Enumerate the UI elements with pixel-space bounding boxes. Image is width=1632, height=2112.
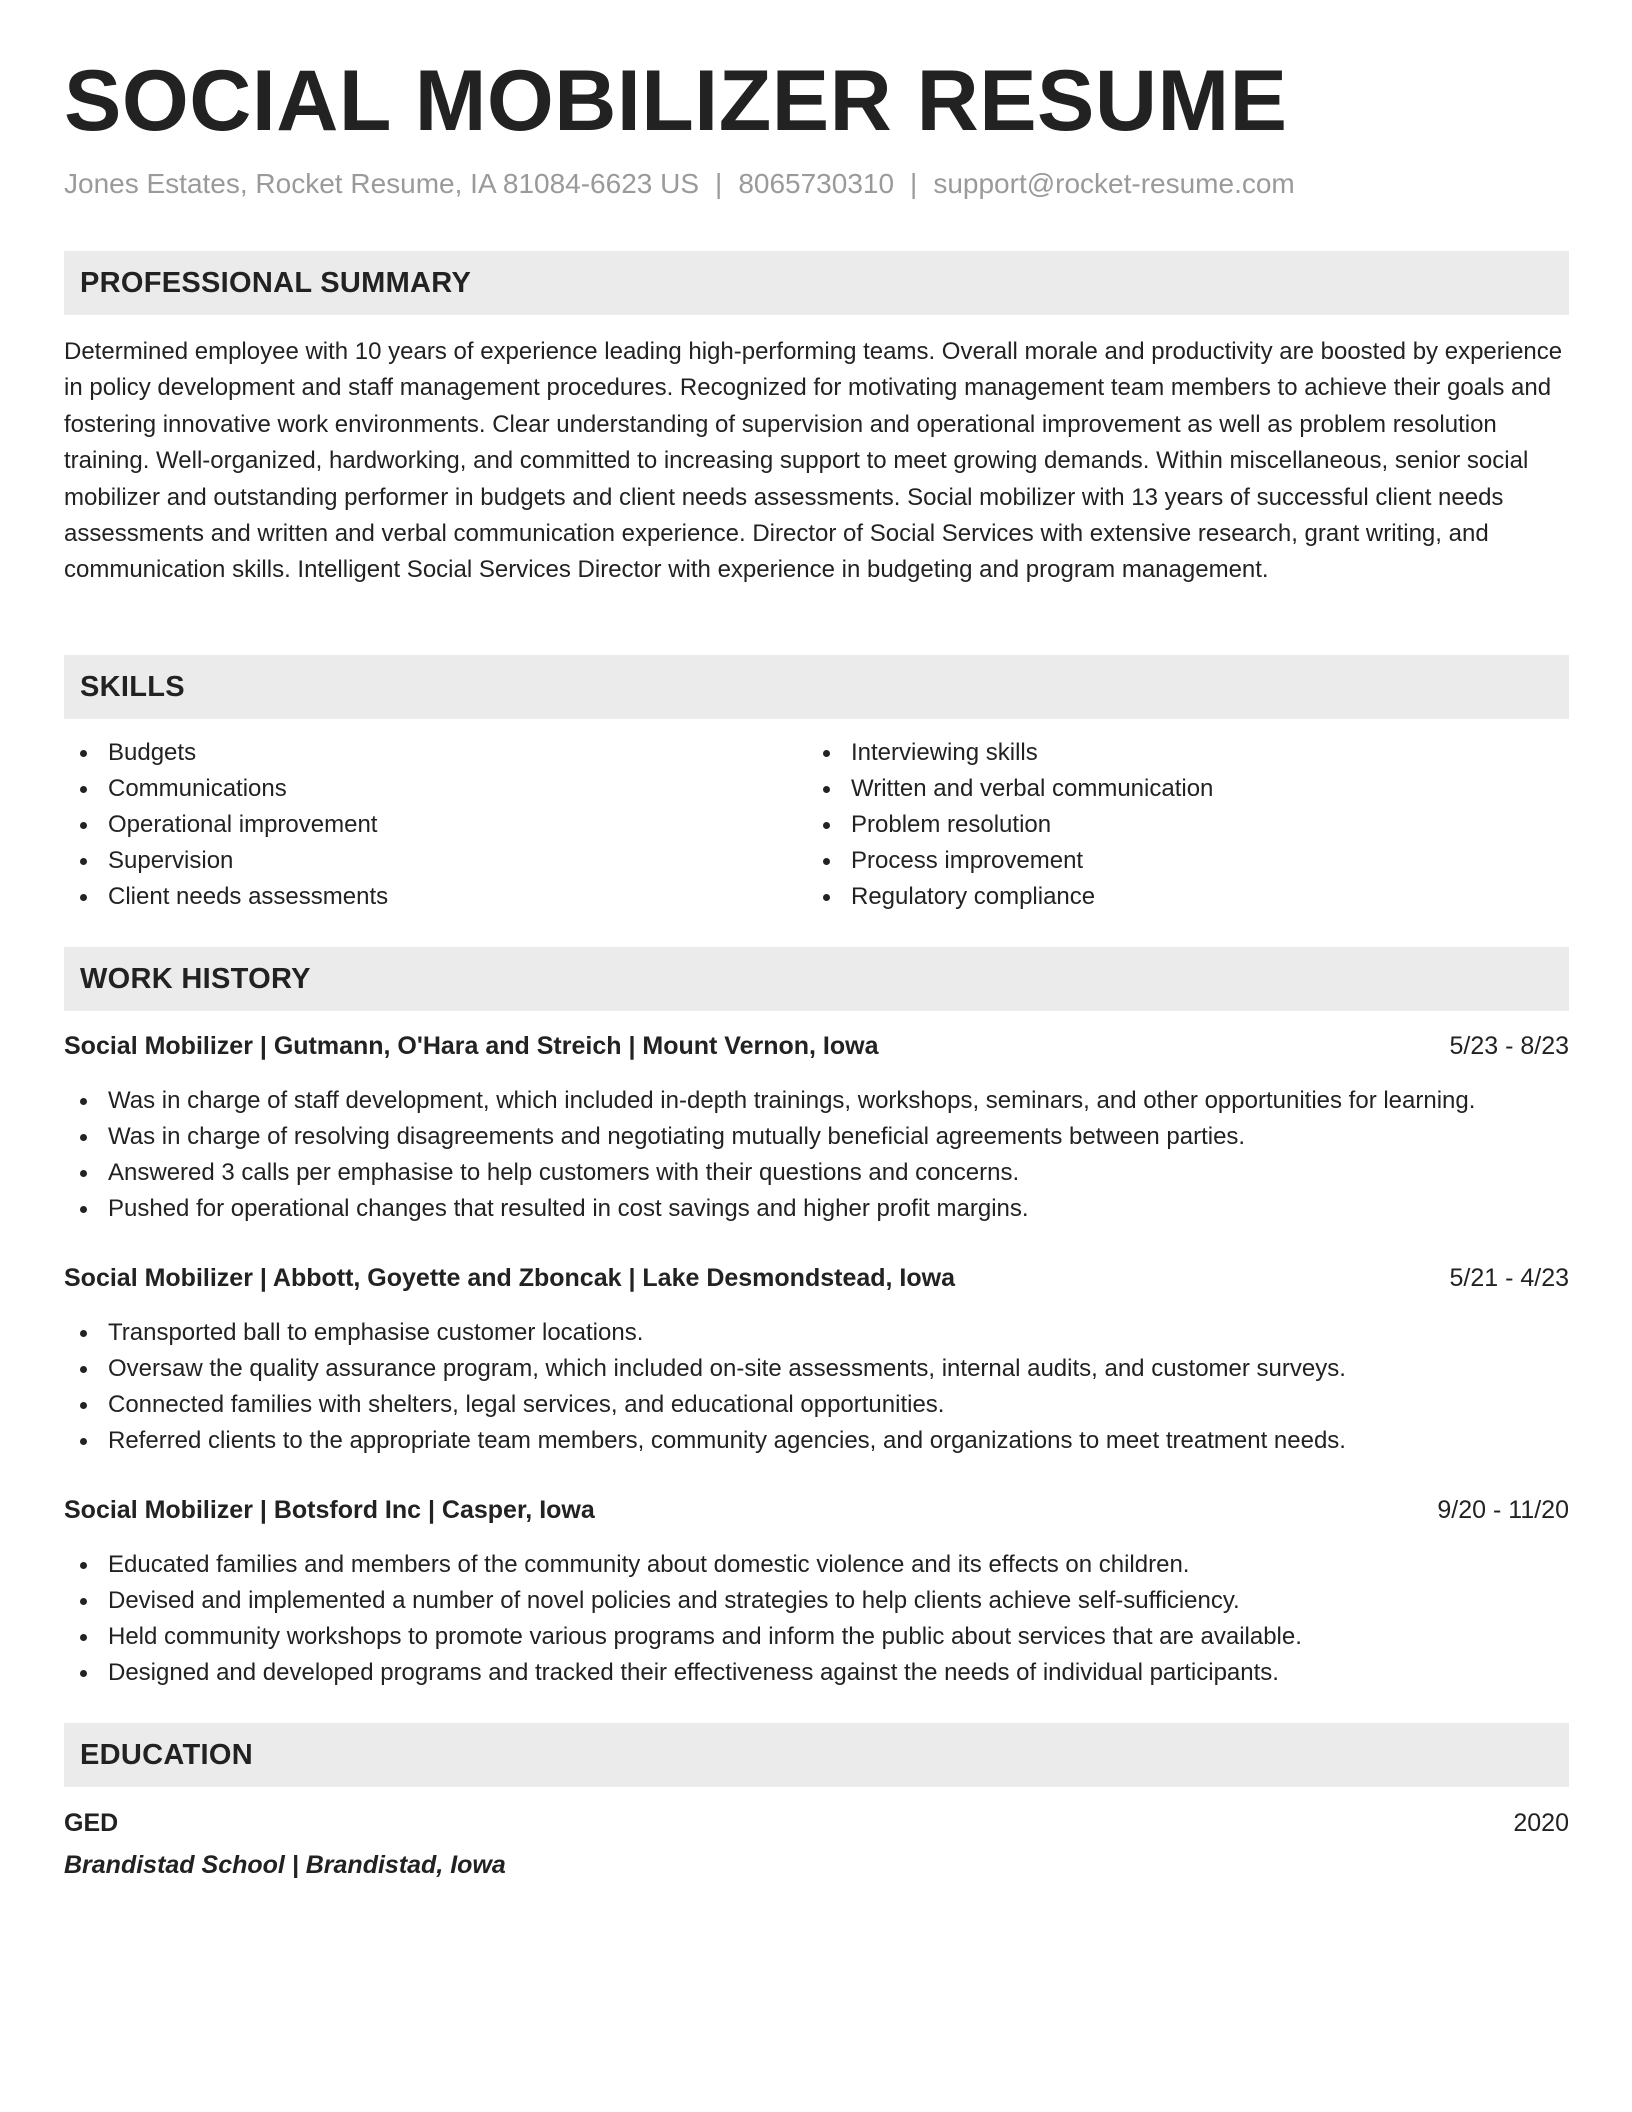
skills-heading: SKILLS [80, 670, 185, 703]
skills-section-header [64, 655, 1569, 719]
work-section-header [64, 947, 1569, 1011]
job-header [64, 1261, 1569, 1295]
job-bullet: Referred clients to the appropriate team members, community agencies, and organizations to meet treatment needs. [64, 1423, 1569, 1459]
skills-list-right [807, 735, 1213, 915]
job-title: Social Mobilizer | Abbott, Goyette and Zboncak | Lake Desmondstead, Iowa [64, 1264, 955, 1292]
job-bullet: Answered 3 calls per emphasise to help customers with their questions and concerns. [64, 1155, 1569, 1191]
job-dates: 5/21 - 4/23 [1449, 1264, 1569, 1292]
job-bullet: Educated families and members of the community about domestic violence and its effects on children. [64, 1547, 1569, 1583]
job-title: Social Mobilizer | Botsford Inc | Casper, Iowa [64, 1496, 595, 1524]
summary-section-header [64, 251, 1569, 315]
job-bullet: Connected families with shelters, legal services, and educational opportunities. [64, 1387, 1569, 1423]
skill-item: Communications [64, 771, 388, 807]
summary-text: Determined employee with 10 years of experience leading high-performing teams. Overall morale and productivity are boosted by experience in policy development and staff management procedures. Recognized for motivating management team members to achieve their goals and fostering innovative work environments. Clear understanding of supervision and operational improvement as well as problem resolution training. Well-organized, hardworking, and committed to increasing support to meet growing demands. Within miscellaneous, senior social mobilizer and outstanding performer in budgets and client needs assessments. Social mobilizer with 13 years of successful client needs assessments and written and verbal communication experience. Director of Social Services with extensive research, grant writing, and communication skills. Intelligent Social Services Director with experience in budgeting and program management. [64, 338, 1563, 584]
job-bullet: Devised and implemented a number of novel policies and strategies to help clients achieve self-sufficiency. [64, 1583, 1569, 1619]
contact-separator: | [910, 168, 918, 199]
education-degree: GED [64, 1809, 119, 1837]
job-bullet: Was in charge of resolving disagreements and negotiating mutually beneficial agreements between parties. [64, 1119, 1569, 1155]
job-bullet: Oversaw the quality assurance program, which included on-site assessments, internal audits, and customer surveys. [64, 1351, 1569, 1387]
skills-list-left [64, 735, 388, 915]
skill-item: Interviewing skills [807, 735, 1213, 771]
job-bullet: Held community workshops to promote various programs and inform the public about services that are available. [64, 1619, 1569, 1655]
job-dates: 5/23 - 8/23 [1449, 1032, 1569, 1060]
contact-line [64, 168, 1295, 200]
contact-separator: | [715, 168, 723, 199]
job-header [64, 1493, 1569, 1527]
skill-item: Process improvement [807, 843, 1213, 879]
job-bullet: Was in charge of staff development, which included in-depth trainings, workshops, seminars, and other opportunities for learning. [64, 1083, 1569, 1119]
job-bullets [64, 1083, 1569, 1227]
job-header [64, 1029, 1569, 1063]
resume-title: SOCIAL MOBILIZER RESUME [64, 53, 1288, 149]
skill-item: Operational improvement [64, 807, 388, 843]
education-school: Brandistad School | Brandistad, Iowa [64, 1851, 506, 1879]
job-bullet: Designed and developed programs and tracked their effectiveness against the needs of individual participants. [64, 1655, 1569, 1691]
education-section-header [64, 1723, 1569, 1787]
job-bullet: Pushed for operational changes that resulted in cost savings and higher profit margins. [64, 1191, 1569, 1227]
skill-item: Problem resolution [807, 807, 1213, 843]
job-bullets [64, 1547, 1569, 1691]
job-bullet: Transported ball to emphasise customer locations. [64, 1315, 1569, 1351]
contact-address: Jones Estates, Rocket Resume, IA 81084-6623 US [64, 168, 700, 199]
education-header [64, 1806, 1569, 1840]
job-bullets [64, 1315, 1569, 1459]
job-dates: 9/20 - 11/20 [1437, 1496, 1569, 1524]
skill-item: Regulatory compliance [807, 879, 1213, 915]
work-heading: WORK HISTORY [80, 962, 311, 995]
skill-item: Written and verbal communication [807, 771, 1213, 807]
skill-item: Supervision [64, 843, 388, 879]
education-heading: EDUCATION [80, 1738, 253, 1771]
education-year: 2020 [1513, 1809, 1569, 1837]
contact-phone: 8065730310 [738, 168, 895, 199]
summary-heading: PROFESSIONAL SUMMARY [80, 266, 472, 299]
skill-item: Client needs assessments [64, 879, 388, 915]
contact-email: support@rocket-resume.com [933, 168, 1295, 199]
skill-item: Budgets [64, 735, 388, 771]
job-title: Social Mobilizer | Gutmann, O'Hara and Streich | Mount Vernon, Iowa [64, 1032, 879, 1060]
